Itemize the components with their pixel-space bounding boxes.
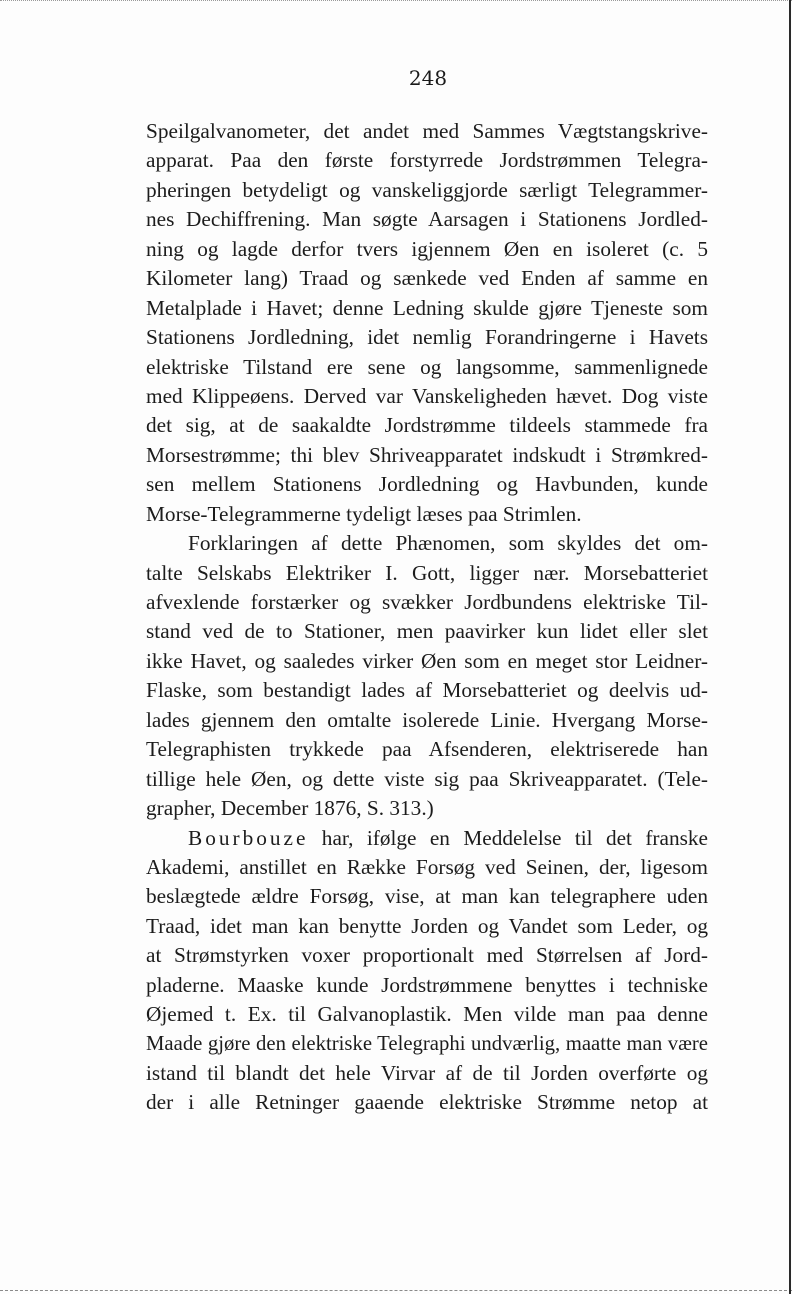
text-line: Forklaringen af dette Phænomen, som skyldes det om- [188, 531, 708, 556]
text-line: at Strømstyrken voxer proportionalt med Størrelsen af Jord- [146, 943, 708, 968]
text-line: Kilometer lang) Traad og sænkede ved Enden af samme en [146, 266, 708, 291]
body-text [146, 117, 708, 1118]
text-line: Maade gjøre den elektriske Telegraphi undværlig, maatte man være [146, 1032, 708, 1055]
text-line: Øjemed t. Ex. til Galvanoplastik. Men vilde man paa denne [146, 1002, 708, 1027]
text-line: med Klippeøens. Derved var Vanskeligheden hævet. Dog viste [146, 383, 708, 408]
text-line: Stationens Jordledning, idet nemlig Forandringerne i Havets [146, 325, 708, 350]
text-line: talte Selskabs Elektriker I. Gott, ligger nær. Morsebatteriet [146, 560, 708, 585]
text-line: pladerne. Maaske kunde Jordstrømmene benyttes i techniske [146, 972, 708, 997]
text-line: elektriske Tilstand ere sene og langsomme, sammenlignede [146, 354, 708, 379]
text-line: grapher, December 1876, S. 313.) [146, 796, 434, 821]
text-line: Flaske, som bestandigt lades af Morsebatteriet og deelvis ud- [146, 678, 708, 703]
text-line: nes Dechiffrening. Man søgte Aarsagen i Stationens Jordled- [146, 207, 708, 232]
text-line: tillige hele Øen, og dette viste sig paa Skriveapparatet. (Tele- [146, 766, 708, 791]
text-line: Telegraphisten trykkede paa Afsenderen, elektriserede han [146, 737, 708, 762]
text-line: stand ved de to Stationer, men paavirker kun lidet eller slet [146, 619, 708, 644]
page-number: 248 [408, 66, 448, 90]
text-line: istand til blandt det hele Virvar af de til Jorden overførte og [146, 1061, 708, 1085]
page-bottom-edge [0, 1290, 792, 1292]
text-line: Morsestrømme; thi blev Shriveapparatet indskudt i Strømkred- [146, 442, 708, 467]
text-line: beslægtede ældre Forsøg, vise, at man kan telegraphere uden [146, 884, 708, 909]
text-line: sen mellem Stationens Jordledning og Havbunden, kunde [146, 472, 708, 497]
text-line: Metalplade i Havet; denne Ledning skulde gjøre Tjeneste som [146, 295, 708, 320]
page-top-edge [0, 0, 792, 2]
text-line: apparat. Paa den første forstyrrede Jordstrømmen Telegra- [146, 148, 708, 173]
text-line: der i alle Retninger gaaende elektriske Strømme netop at [146, 1090, 708, 1115]
text-line: Speilgalvanometer, det andet med Sammes Vægtstangskrive- [146, 119, 708, 143]
page-right-edge [789, 0, 791, 1294]
spaced-author-name: Bourbouze [188, 825, 309, 850]
text-line: ikke Havet, og saaledes virker Øen som en meget stor Leidner- [146, 648, 708, 673]
text-line: det sig, at de saakaldte Jordstrømme tildeels stammede fra [146, 413, 708, 438]
text-line: Akademi, anstillet en Række Forsøg ved Seinen, der, ligesom [146, 854, 708, 879]
text-line: pheringen betydeligt og vanskeliggjorde særligt Telegrammer- [146, 177, 708, 202]
text-line: lades gjennem den omtalte isolerede Linie. Hvergang Morse- [146, 707, 708, 732]
text-line [146, 824, 708, 853]
text-line-rest: har, ifølge en Meddelelse til det franske [308, 825, 708, 850]
text-line: afvexlende forstærker og svækker Jordbundens elektriske Til- [146, 590, 708, 614]
text-line: ning og lagde derfor tvers igjennem Øen en isoleret (c. 5 [146, 236, 708, 261]
text-line: Traad, idet man kan benytte Jorden og Vandet som Leder, og [146, 913, 708, 938]
text-line: Morse-Telegrammerne tydeligt læses paa Strimlen. [146, 501, 582, 526]
